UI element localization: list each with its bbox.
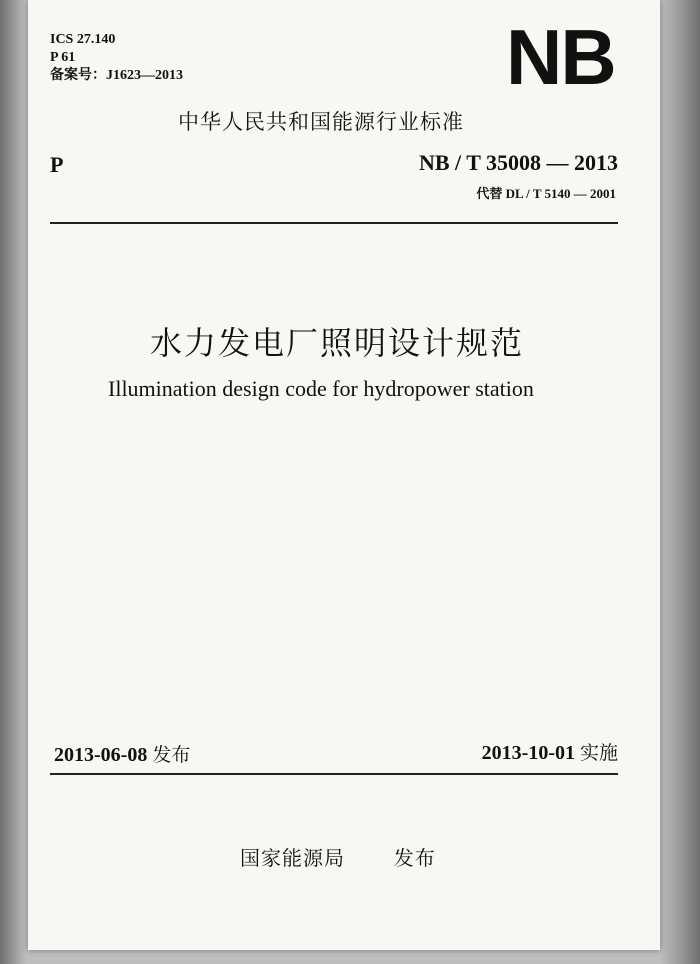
effective-label: 实施 — [579, 742, 618, 764]
issue-label: 发布 — [152, 744, 191, 766]
classification-letter: P — [50, 152, 64, 177]
replaces-standard: 代替 DL / T 5140 — 2001 — [476, 186, 616, 201]
title-chinese: 水力发电厂照明设计规范 — [150, 324, 525, 362]
ics-code: ICS 27.140 — [50, 32, 116, 47]
filing-number: 备案号：J1623—2013 — [50, 68, 183, 83]
effective-date: 2013-10-01 — [481, 742, 575, 764]
p-code: P 61 — [50, 50, 76, 65]
nb-logo: NB — [506, 13, 615, 101]
issue-date: 2013-06-08 — [54, 744, 148, 766]
document-page — [28, 0, 660, 950]
industry-standard-heading: 中华人民共和国能源行业标准 — [178, 110, 464, 134]
issue-date-line — [54, 740, 190, 767]
publisher-action: 发布 — [393, 846, 436, 870]
header-rule — [50, 222, 618, 224]
effective-date-line — [482, 738, 618, 765]
standard-number: NB / T 35008 — 2013 — [418, 150, 618, 175]
publisher-line — [240, 842, 436, 871]
footer-rule — [50, 773, 618, 775]
publisher-name: 国家能源局 — [240, 846, 345, 870]
title-english: Illumination design code for hydropower station — [108, 376, 534, 401]
